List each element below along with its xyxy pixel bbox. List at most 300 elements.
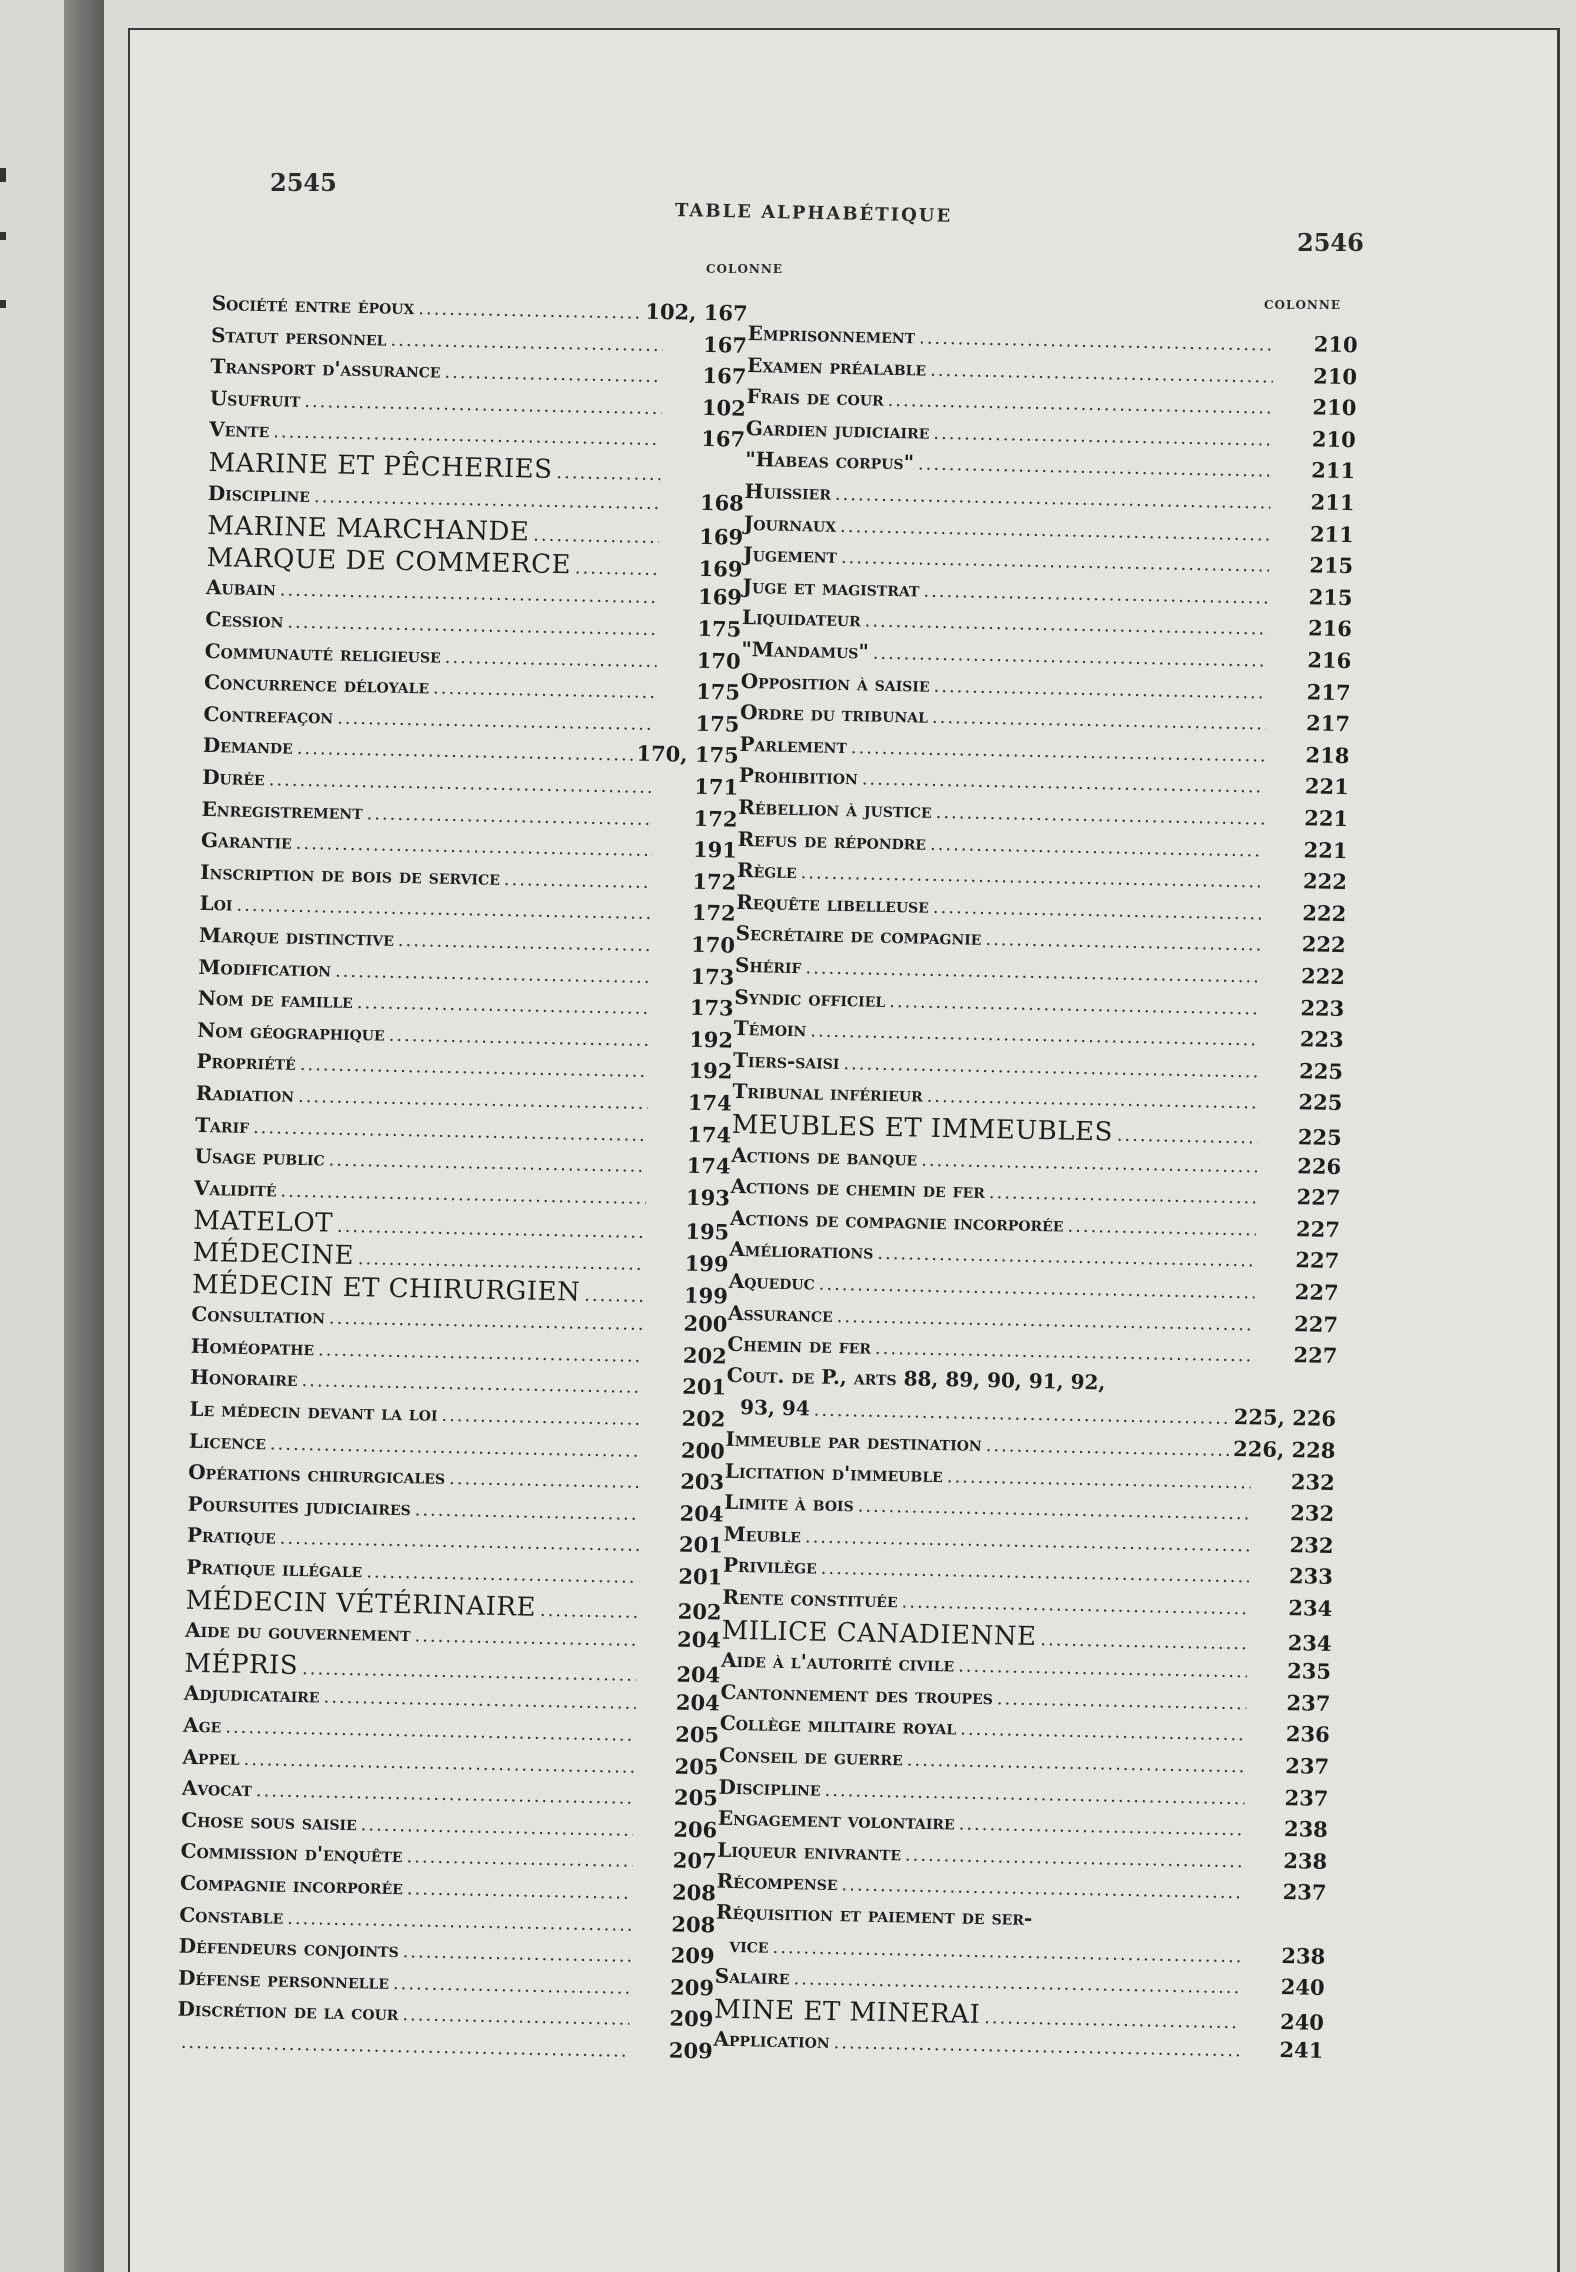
page-title: TABLE ALPHABÉTIQUE: [674, 200, 953, 227]
entry-name: MEUBLES ET IMMEUBLES: [731, 1109, 1114, 1148]
dot-leader: [280, 580, 659, 609]
dot-leader: [877, 1243, 1255, 1272]
entry-name: MÉDECINE: [192, 1237, 355, 1272]
column-reference: 234: [1287, 1629, 1332, 1656]
column-reference: 235: [1286, 1658, 1332, 1685]
dot-leader: [960, 1719, 1246, 1746]
entry-name: Loi: [199, 891, 233, 916]
entry-name: Jugement: [743, 542, 838, 569]
edge-mark: [0, 300, 6, 308]
column-reference: 210: [1312, 394, 1357, 421]
entry-name: Contrefaçon: [203, 701, 334, 729]
column-reference: [1246, 1929, 1326, 1931]
dot-leader: [449, 1468, 640, 1493]
dot-leader: [793, 1968, 1240, 1998]
column-reference: 175: [695, 678, 741, 705]
dot-leader: [318, 1339, 643, 1367]
dot-leader: [851, 737, 1266, 766]
entry-name: Prohibition: [738, 763, 859, 790]
dot-leader: [875, 1338, 1254, 1367]
entry-name: Récompense: [716, 1869, 838, 1896]
entry-name: Licence: [188, 1428, 267, 1454]
entry-name: Commission d'enquête: [180, 1839, 403, 1868]
dot-leader: [862, 769, 1265, 798]
column-reference: 211: [1311, 457, 1356, 484]
entry-name: Cantonnement des troupes: [720, 1679, 994, 1709]
column-reference: 203: [680, 1468, 725, 1495]
dot-leader: [930, 833, 1264, 861]
column-reference: 193: [685, 1184, 731, 1211]
entry-name: Limite à bois: [724, 1489, 854, 1517]
column-reference: 167: [701, 426, 746, 453]
entry-name: Vente: [208, 417, 270, 443]
column-reference: 192: [688, 1026, 734, 1053]
dot-leader: [225, 1717, 635, 1746]
dot-leader: [329, 1308, 644, 1335]
entry-name: Défendeurs conjoints: [178, 1933, 399, 1963]
entry-name: vice: [729, 1932, 769, 1958]
entry-name: Pratique: [186, 1523, 277, 1549]
edge-mark: [0, 232, 6, 240]
entry-name: Règle: [736, 858, 797, 884]
column-reference: 211: [1310, 489, 1355, 516]
entry-name: Radiation: [195, 1080, 295, 1107]
column-reference: 236: [1285, 1721, 1330, 1748]
book-gutter: [64, 0, 104, 2272]
column-reference: 225: [1297, 1124, 1342, 1151]
dot-leader: [445, 646, 657, 671]
dot-leader: [406, 1847, 632, 1873]
entry-name: Poursuites judiciaires: [187, 1491, 411, 1521]
entry-name: Modification: [198, 954, 332, 982]
column-reference: 204: [679, 1500, 724, 1527]
column-reference: 223: [1300, 994, 1345, 1021]
column-reference: 169: [698, 555, 743, 582]
dot-leader: [398, 930, 651, 956]
column-reference: 240: [1279, 2008, 1325, 2035]
entry-name: Discipline: [718, 1774, 821, 1801]
column-reference: 174: [686, 1152, 731, 1179]
column-reference: 202: [677, 1598, 722, 1625]
column-reference: 102, 167: [645, 298, 748, 326]
column-reference: 233: [1288, 1563, 1334, 1590]
dot-leader: [366, 1561, 638, 1587]
dot-leader: [236, 895, 652, 924]
column-reference: 209: [669, 1974, 715, 2001]
entry-name: Usage public: [194, 1144, 325, 1171]
column-reference: 208: [671, 1911, 716, 1938]
entry-name: Société entre époux: [211, 290, 415, 320]
column-reference: 222: [1301, 931, 1346, 958]
dot-leader: [1117, 1125, 1258, 1149]
dot-leader: [441, 1405, 641, 1430]
column-reference: 227: [1295, 1247, 1340, 1274]
column-reference: 234: [1288, 1595, 1333, 1621]
dot-leader: [504, 869, 653, 893]
column-reference: 195: [685, 1219, 730, 1245]
entry-name: MINE ET MINERAI: [713, 1994, 981, 2030]
entry-name: Cession: [205, 606, 284, 633]
column-reference: 227: [1295, 1215, 1341, 1242]
column-reference: 218: [1305, 742, 1350, 768]
column-reference: [1257, 1392, 1337, 1394]
column-reference: 222: [1302, 868, 1348, 895]
entry-name: Actions de banque: [731, 1142, 918, 1171]
dot-leader: [772, 1936, 1241, 1966]
entry-name: Secrétaire de compagnie: [735, 921, 982, 951]
entry-name: MÉDECIN ET CHIRURGIEN: [191, 1269, 581, 1308]
dot-leader: [837, 1306, 1255, 1335]
entry-name: Tiers-saisi: [732, 1047, 840, 1074]
entry-name: Nom de famille: [197, 986, 354, 1014]
column-reference: 204: [676, 1626, 722, 1653]
column-reference: 238: [1283, 1816, 1329, 1843]
column-reference: 102: [701, 394, 746, 421]
dot-leader: [933, 423, 1272, 451]
column-reference: 174: [687, 1121, 732, 1148]
dot-leader: [905, 1844, 1244, 1872]
dot-leader: [402, 1941, 630, 1967]
column-reference: 172: [691, 900, 736, 927]
dot-leader: [298, 1086, 648, 1114]
dot-leader: [287, 1907, 631, 1935]
dot-leader: [407, 1878, 632, 1904]
dot-leader: [840, 515, 1270, 545]
entry-name: Actions de compagnie incorporée: [729, 1205, 1064, 1237]
dot-leader: [935, 802, 1264, 830]
dot-leader: [857, 1496, 1250, 1525]
dot-leader: [985, 1435, 1229, 1461]
column-reference: 240: [1280, 1974, 1325, 2001]
column-reference: 175: [697, 615, 742, 642]
column-reference: 207: [672, 1847, 717, 1874]
dot-leader: [273, 422, 661, 451]
dot-leader: [253, 1117, 647, 1146]
entry-name: Transport d'assurance: [210, 354, 441, 383]
column-reference: 221: [1304, 805, 1349, 832]
dot-leader: [932, 707, 1266, 735]
entry-name: Garantie: [200, 828, 293, 854]
entry-name: Rente constituée: [722, 1584, 898, 1613]
entry-name: Age: [182, 1712, 222, 1738]
column-reference: 202: [682, 1342, 727, 1369]
entry-name: Discipline: [207, 480, 311, 507]
entry-name: Meuble: [723, 1521, 802, 1548]
entry-name: Emprisonnement: [747, 320, 916, 349]
dot-leader: [357, 992, 650, 1019]
dot-leader: [923, 580, 1268, 608]
column-reference: 173: [690, 963, 735, 990]
dot-leader: [805, 957, 1261, 987]
column-reference: 227: [1293, 1342, 1338, 1369]
dot-leader: [300, 1054, 649, 1082]
column-reference: 223: [1299, 1026, 1344, 1053]
dot-leader: [270, 1433, 641, 1461]
column-reference: 221: [1303, 836, 1348, 863]
entry-name: Shérif: [734, 952, 802, 979]
entry-name: Appel: [182, 1744, 240, 1770]
entry-name: Aide du gouvernement: [184, 1617, 411, 1647]
column-reference: 227: [1294, 1279, 1339, 1306]
entry-name: Consultation: [191, 1301, 326, 1329]
dot-leader: [997, 1688, 1247, 1714]
column-reference: 209: [668, 2037, 714, 2064]
entry-name: Enregistrement: [201, 796, 363, 824]
dot-leader: [366, 803, 653, 830]
entry-name: Tribunal inférieur: [732, 1079, 923, 1108]
dot-leader: [540, 1599, 638, 1622]
entry-name: Demande: [202, 733, 294, 760]
entry-name: Aubain: [205, 575, 277, 601]
dot-leader: [1067, 1215, 1256, 1240]
entry-name: MÉPRIS: [184, 1648, 299, 1681]
dot-leader: [243, 1749, 634, 1778]
entry-name: Avocat: [181, 1775, 253, 1802]
dot-leader: [824, 1779, 1244, 1808]
dot-leader: [304, 391, 662, 419]
entry-name: Aqueduc: [728, 1268, 816, 1295]
dot-leader: [444, 362, 662, 387]
entry-name: Parlement: [739, 731, 848, 758]
entry-name: Privilège: [722, 1553, 818, 1580]
dot-leader: [933, 675, 1266, 703]
dot-leader: [256, 1780, 634, 1809]
entry-name: MATELOT: [193, 1206, 334, 1240]
entry-name: Inscription de bois de service: [200, 859, 501, 890]
column-reference: 225: [1298, 1089, 1343, 1116]
column-reference: 238: [1283, 1847, 1328, 1874]
entry-name: Liquidateur: [741, 605, 861, 632]
column-reference: 211: [1309, 520, 1355, 547]
dot-leader: [335, 960, 651, 987]
entry-name: Application: [713, 2027, 830, 2054]
column-reference: 201: [678, 1532, 724, 1558]
column-reference: 227: [1296, 1184, 1341, 1211]
column-reference: 204: [675, 1689, 720, 1716]
dot-leader: [833, 2032, 1239, 2061]
column-reference: 204: [676, 1661, 721, 1688]
column-reference: 208: [671, 1879, 717, 1906]
entry-name: Propriété: [196, 1049, 297, 1076]
dot-leader: [393, 1973, 630, 1999]
dot-leader: [287, 612, 657, 640]
entry-name: MÉDECIN VÉTÉRINAIRE: [185, 1585, 537, 1623]
entry-name: MARQUE DE COMMERCE: [206, 542, 572, 581]
dot-leader: [414, 1626, 637, 1651]
dot-leader: [984, 2007, 1240, 2033]
entry-name: Engagement volontaire: [717, 1805, 955, 1835]
dot-leader: [907, 1749, 1246, 1777]
dot-leader: [280, 1528, 640, 1556]
entry-name: Opérations chirurgicales: [188, 1459, 446, 1490]
right-column-label: COLONNE: [1264, 298, 1341, 312]
entry-name: Frais de cour: [746, 384, 884, 411]
entry-name: Liqueur enivrante: [717, 1837, 902, 1866]
column-reference: 225, 226: [1233, 1404, 1337, 1432]
column-reference: 210: [1313, 331, 1358, 358]
dot-leader: [402, 2005, 629, 2031]
dot-leader: [958, 1656, 1247, 1683]
dot-leader: [800, 862, 1263, 892]
column-reference: 191: [692, 836, 738, 863]
dot-leader: [337, 707, 656, 734]
entry-name: 93, 94: [739, 1395, 810, 1421]
entry-name: Refus de répondre: [737, 826, 927, 855]
dot-leader: [810, 1021, 1260, 1051]
entry-name: Salaire: [714, 1963, 790, 1990]
entry-name: Nom géographique: [196, 1017, 385, 1046]
dot-leader: [297, 738, 633, 766]
entry-name: Homéopathe: [190, 1333, 315, 1361]
dot-leader: [269, 769, 655, 798]
column-reference: 200: [683, 1310, 728, 1337]
entry-name: Honoraire: [189, 1365, 298, 1392]
dot-leader: [358, 1248, 645, 1275]
column-reference: 170: [696, 647, 741, 674]
entry-name: Communauté religieuse: [204, 638, 442, 668]
column-reference: 237: [1286, 1689, 1331, 1716]
entry-name: Adjudicataire: [183, 1681, 320, 1708]
dot-leader: [388, 1024, 649, 1050]
dot-leader: [918, 454, 1271, 482]
dot-leader: [843, 1053, 1259, 1082]
column-reference: 173: [689, 994, 734, 1021]
column-reference: 201: [678, 1563, 723, 1590]
entry-name: Examen préalable: [746, 352, 927, 381]
entry-name: Gardien judiciaire: [745, 415, 930, 444]
dot-leader: [819, 1274, 1255, 1304]
entry-name: "Mandamus": [741, 636, 870, 664]
left-page-number: 2545: [270, 168, 337, 197]
entry-name: Améliorations: [729, 1237, 874, 1265]
column-reference: 167: [702, 363, 747, 389]
entry-name: Licitation d'immeuble: [724, 1458, 944, 1487]
dot-leader: [433, 678, 656, 703]
dot-leader: [821, 1558, 1250, 1588]
dot-leader: [361, 1814, 634, 1840]
entry-name: Aide à l'autorité civile: [720, 1647, 955, 1677]
entry-name: Actions de chemin de fer: [730, 1174, 986, 1204]
column-reference: 167: [702, 331, 748, 358]
entry-name: Rébellion à justice: [737, 794, 932, 823]
dot-leader: [575, 557, 659, 580]
entry-name: Constable: [179, 1902, 284, 1929]
dot-leader: [841, 547, 1270, 577]
entry-name: Ordre du tribunal: [739, 700, 929, 728]
column-reference: 199: [683, 1282, 729, 1309]
entry-name: Immeuble par destination: [725, 1426, 982, 1456]
entry-name: MARINE MARCHANDE: [206, 511, 530, 548]
column-reference: 215: [1308, 584, 1353, 610]
column-reference: 174: [687, 1089, 733, 1116]
dot-leader: [947, 1466, 1251, 1493]
column-reference: 232: [1290, 1500, 1335, 1527]
column-reference: 237: [1285, 1753, 1330, 1779]
dot-leader: [328, 1150, 646, 1177]
column-reference: 217: [1306, 678, 1351, 705]
dot-leader: [887, 390, 1272, 419]
dot-leader: [418, 298, 641, 323]
dot-leader: [296, 833, 653, 861]
entry-name: Assurance: [727, 1300, 834, 1327]
entry-name: Juge et magistrat: [742, 573, 920, 602]
column-reference: 201: [681, 1374, 727, 1400]
column-reference: 175: [695, 710, 740, 737]
column-reference: 171: [694, 773, 739, 800]
entry-name: Conseil de guerre: [718, 1742, 904, 1771]
dot-leader: [337, 1216, 646, 1243]
dot-leader: [933, 897, 1263, 925]
entry-name: Collège militaire royal: [719, 1711, 957, 1740]
entry-name: Témoin: [733, 1016, 807, 1042]
column-reference: 170: [690, 931, 736, 958]
dot-leader: [841, 1875, 1242, 1904]
column-reference: 232: [1289, 1531, 1334, 1558]
column-reference: 168: [699, 489, 745, 516]
dot-leader: [805, 1526, 1250, 1556]
column-reference: 232: [1290, 1468, 1336, 1495]
column-reference: 169: [699, 524, 744, 550]
dot-leader: [985, 929, 1262, 956]
dot-leader: [901, 1591, 1248, 1619]
entry-name: Cout. de P., arts 88, 89, 90, 91, 92,: [726, 1362, 1106, 1395]
dot-leader: [959, 1814, 1245, 1841]
column-reference: 238: [1281, 1942, 1326, 1969]
entry-name: Défense personnelle: [177, 1965, 390, 1994]
column-reference: 205: [674, 1753, 719, 1780]
entry-name: Compagnie incorporée: [179, 1870, 404, 1900]
dot-leader: [584, 1284, 644, 1306]
dot-leader: [181, 2032, 629, 2062]
entry-name: Tarif: [195, 1112, 250, 1138]
entry-name: Concurrence déloyale: [203, 670, 430, 699]
entry-name: Chemin de fer: [727, 1331, 872, 1359]
dot-leader: [390, 329, 663, 355]
column-reference: 226, 228: [1232, 1435, 1336, 1464]
column-reference: 209: [670, 1942, 715, 1969]
entry-name: MARINE ET PÊCHERIES: [208, 447, 553, 485]
column-reference: 210: [1312, 362, 1358, 389]
column-reference: 169: [697, 584, 743, 611]
dot-leader: [533, 525, 659, 549]
column-reference: 199: [684, 1250, 729, 1277]
column-reference: 225: [1298, 1058, 1344, 1084]
column-reference: 205: [675, 1721, 720, 1748]
dot-leader: [415, 1499, 640, 1525]
column-reference: 241: [1279, 2037, 1324, 2064]
column-reference: 222: [1300, 963, 1346, 990]
column-reference: 215: [1309, 552, 1354, 579]
column-reference: 200: [680, 1437, 726, 1464]
column-reference: 237: [1284, 1784, 1329, 1811]
column-reference: [664, 480, 744, 482]
entry-name: Pratique illégale: [186, 1554, 363, 1583]
entry-name: Validité: [193, 1175, 277, 1202]
edge-mark: [0, 168, 6, 182]
dot-leader: [889, 991, 1260, 1019]
entry-name: Huissier: [744, 478, 832, 505]
column-reference: 172: [692, 868, 737, 895]
dot-leader: [280, 1180, 646, 1208]
entry-name: Marque distinctive: [198, 922, 395, 951]
column-reference: 222: [1302, 900, 1347, 926]
entry-name: Réquisition et paiement de ser-: [715, 1899, 1033, 1931]
entry-name: Opposition à saisie: [740, 668, 930, 697]
entry-name: Discrétion de la cour: [177, 1997, 399, 2026]
column-reference: 221: [1304, 773, 1349, 800]
left-index-column: [176, 290, 748, 2100]
column-reference: 237: [1282, 1879, 1327, 1906]
